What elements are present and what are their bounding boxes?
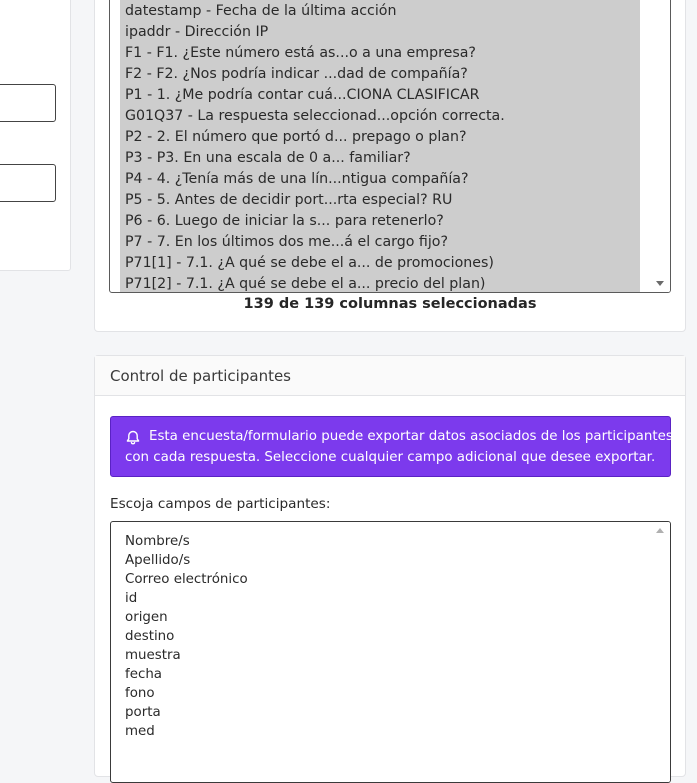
scroll-up-icon[interactable] [656, 528, 664, 533]
column-option[interactable]: P4 - 4. ¿Tenía más de una lín...ntigua compañía? [125, 171, 469, 187]
fields-scrollbar[interactable] [650, 522, 670, 782]
left-text-input-1[interactable] [0, 84, 56, 122]
participants-card [94, 355, 686, 777]
alert-text-line1: Esta encuesta/formulario puede exportar datos asociados de los participantes [149, 429, 673, 444]
participant-field-option[interactable]: Correo electrónico [125, 572, 248, 587]
card-title: Control de participantes [110, 367, 291, 385]
column-option[interactable]: P7 - 7. En los últimos dos me...á el cargo fijo? [125, 234, 449, 250]
columns-scrollbar[interactable] [650, 0, 670, 292]
participant-field-option[interactable]: origen [125, 610, 168, 625]
info-alert [110, 416, 671, 477]
participant-fields-label: Escoja campos de participantes: [110, 496, 331, 512]
participant-field-option[interactable]: Apellido/s [125, 553, 191, 568]
participant-field-option[interactable]: Nombre/s [125, 534, 190, 549]
column-option[interactable]: F2 - F2. ¿Nos podría indicar ...dad de compañía? [125, 66, 468, 82]
participants-card-header [95, 356, 685, 396]
column-option[interactable]: P1 - 1. ¿Me podría contar cuá...CIONA CLASIFICAR [125, 87, 480, 103]
left-panel [0, 0, 71, 271]
participant-field-option[interactable]: fono [125, 686, 155, 701]
columns-multiselect[interactable] [109, 0, 671, 293]
column-option[interactable]: P3 - P3. En una escala de 0 a... familiar? [125, 150, 411, 166]
scroll-down-icon[interactable] [656, 281, 664, 286]
column-option[interactable]: F1 - F1. ¿Este número está as...o a una empresa? [125, 45, 476, 61]
participant-field-option[interactable]: fecha [125, 667, 163, 682]
participant-field-option[interactable]: id [125, 591, 138, 606]
participant-field-option[interactable]: destino [125, 629, 175, 644]
participant-field-option[interactable]: med [125, 724, 155, 739]
alert-text-line2: con cada respuesta. Seleccione cualquier campo adicional que desee exportar. [125, 450, 656, 465]
column-option[interactable]: datestamp - Fecha de la última acción [125, 3, 397, 19]
column-option[interactable]: ipaddr - Dirección IP [125, 24, 269, 40]
bell-icon [125, 430, 141, 446]
column-option[interactable]: P71[1] - 7.1. ¿A qué se debe el a... de promociones) [125, 255, 494, 271]
column-option[interactable]: P2 - 2. El número que portó d... prepago o plan? [125, 129, 467, 145]
left-text-input-2[interactable] [0, 164, 56, 202]
columns-count: 139 de 139 columnas seleccionadas [243, 296, 537, 312]
column-option[interactable]: G01Q37 - La respuesta seleccionad...opción correcta. [125, 108, 505, 124]
column-option[interactable]: P71[2] - 7.1. ¿A qué se debe el a... precio del plan) [125, 276, 486, 292]
participant-fields-multiselect[interactable] [110, 521, 671, 783]
column-option[interactable]: P6 - 6. Luego de iniciar la s... para retenerlo? [125, 213, 444, 229]
participant-field-option[interactable]: muestra [125, 648, 181, 663]
participant-field-option[interactable]: porta [125, 705, 161, 720]
column-option[interactable]: P5 - 5. Antes de decidir port...rta especial? RU [125, 192, 453, 208]
